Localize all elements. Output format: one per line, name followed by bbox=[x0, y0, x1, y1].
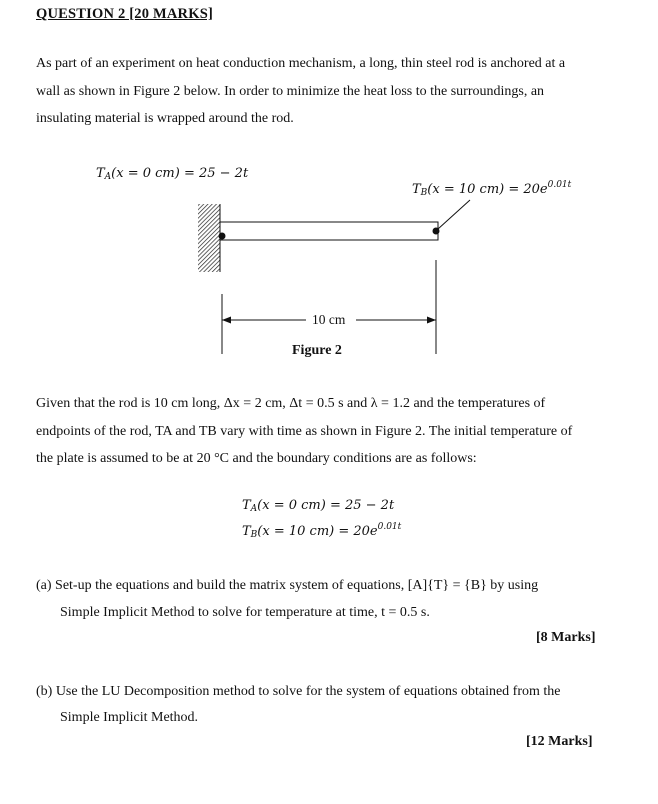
part-a-marks: [8 Marks] bbox=[536, 630, 596, 645]
part-b-marks: [12 Marks] bbox=[526, 734, 593, 749]
dimension-arrow-left bbox=[222, 317, 231, 324]
part-a-line: Simple Implicit Method to solve for temperature at time, t = 0.5 s. bbox=[60, 605, 430, 620]
intro-line: As part of an experiment on heat conduction mechanism, a long, thin steel rod is anchored at a bbox=[36, 56, 566, 71]
intro-line: wall as shown in Figure 2 below. In order to minimize the heat loss to the surroundings, an bbox=[36, 83, 545, 99]
question-heading: QUESTION 2 [20 MARKS] bbox=[36, 6, 214, 22]
steel-rod bbox=[220, 222, 438, 240]
dimension-arrow-right bbox=[427, 317, 436, 324]
part-a-line: (a) Set-up the equations and build the matrix system of equations, [A]{T} = {B} by using bbox=[36, 578, 539, 593]
rod-length-label: 10 cm bbox=[312, 312, 346, 327]
given-paragraph bbox=[36, 390, 616, 473]
part-b-line: (b) Use the LU Decomposition method to solve for the system of equations obtained from the bbox=[36, 684, 561, 699]
bc-ta-equation: $T_A(x = 0$ cm) = 25 − 2t bbox=[242, 498, 395, 514]
figure-caption: Figure 2 bbox=[292, 343, 342, 358]
tb-leader-line bbox=[438, 200, 470, 229]
figure-ta-equation: $T_A(x = 0$ cm) = 25 − 2t bbox=[96, 166, 249, 182]
given-line: the plate is assumed to be at 20 °C and the boundary conditions are as follows: bbox=[36, 451, 477, 466]
part-b-line: Simple Implicit Method. bbox=[60, 710, 199, 725]
endpoint-a bbox=[219, 233, 226, 240]
given-line: Given that the rod is 10 cm long, Δx = 2 cm, Δt = 0.5 s and λ = 1.2 and the temperatures of bbox=[36, 396, 546, 411]
intro-line: insulating material is wrapped around the rod. bbox=[36, 111, 294, 126]
given-line: endpoints of the rod, TA and TB vary with time as shown in Figure 2. The initial temperature of bbox=[36, 423, 573, 439]
bc-tb-equation: $T_B(x = 10$ $cm) = 20e^{0.01t}$ bbox=[242, 522, 402, 540]
wall-hatch bbox=[198, 204, 220, 272]
figure-tb-equation: $T_B(x = 10$ $cm) = 20e^{0.01t}$ bbox=[412, 180, 572, 198]
